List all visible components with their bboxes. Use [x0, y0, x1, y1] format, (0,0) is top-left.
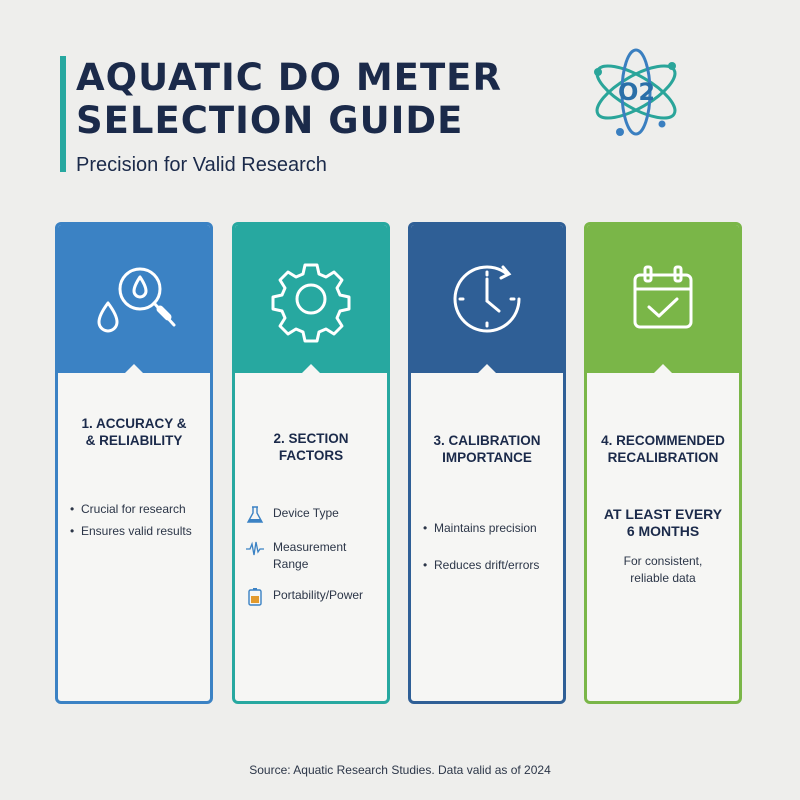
card-header [411, 225, 563, 373]
card-header [235, 225, 387, 373]
card-title: 2. SECTION FACTORS [273, 431, 349, 463]
card-calibration [408, 222, 566, 704]
bullet-list [423, 521, 557, 572]
list-item: • Ensures valid results [70, 524, 204, 538]
list-item: • Reduces drift/errors [423, 558, 557, 572]
card-accuracy [55, 222, 213, 704]
factor-item [245, 539, 381, 573]
battery-icon [245, 587, 265, 607]
card-header [587, 225, 739, 373]
title-accent-bar [60, 56, 66, 172]
oxygen-atom-icon [584, 44, 688, 140]
recalibration-interval: AT LEAST EVERY 6 MONTHS [603, 506, 723, 539]
card-title: 1. ACCURACY & & RELIABILITY [81, 416, 187, 448]
flask-icon [245, 505, 265, 525]
header [60, 56, 580, 177]
card-title: 4. RECOMMENDED RECALIBRATION [601, 433, 725, 465]
page-title: AQUATIC DO METER SELECTION GUIDE [76, 56, 502, 142]
factor-label: Device Type [273, 506, 339, 520]
source-footnote: Source: Aquatic Research Studies. Data valid as of 2024 [249, 763, 551, 777]
factor-list [245, 505, 381, 621]
recalibration-note: For consistent, reliable data [623, 554, 703, 585]
card-recalibration [584, 222, 742, 704]
factor-item [245, 587, 381, 607]
card-title: 3. CALIBRATION IMPORTANCE [433, 433, 541, 465]
svg-text:O2: O2 [618, 78, 656, 106]
factor-label: Portability/Power [273, 588, 364, 602]
factor-label: Measurement Range [273, 540, 347, 571]
list-item: • Crucial for research [70, 502, 204, 516]
card-header [58, 225, 210, 373]
bullet-list [70, 502, 204, 538]
gear-icon [259, 247, 363, 351]
calendar-check-icon [611, 247, 715, 351]
list-item: • Maintains precision [423, 521, 557, 535]
waveform-icon [245, 539, 265, 559]
magnifier-water-drop-icon [82, 247, 186, 351]
card-selection-factors [232, 222, 390, 704]
factor-item [245, 505, 381, 525]
page-subtitle: Precision for Valid Research [76, 154, 327, 176]
clock-icon [435, 247, 539, 351]
